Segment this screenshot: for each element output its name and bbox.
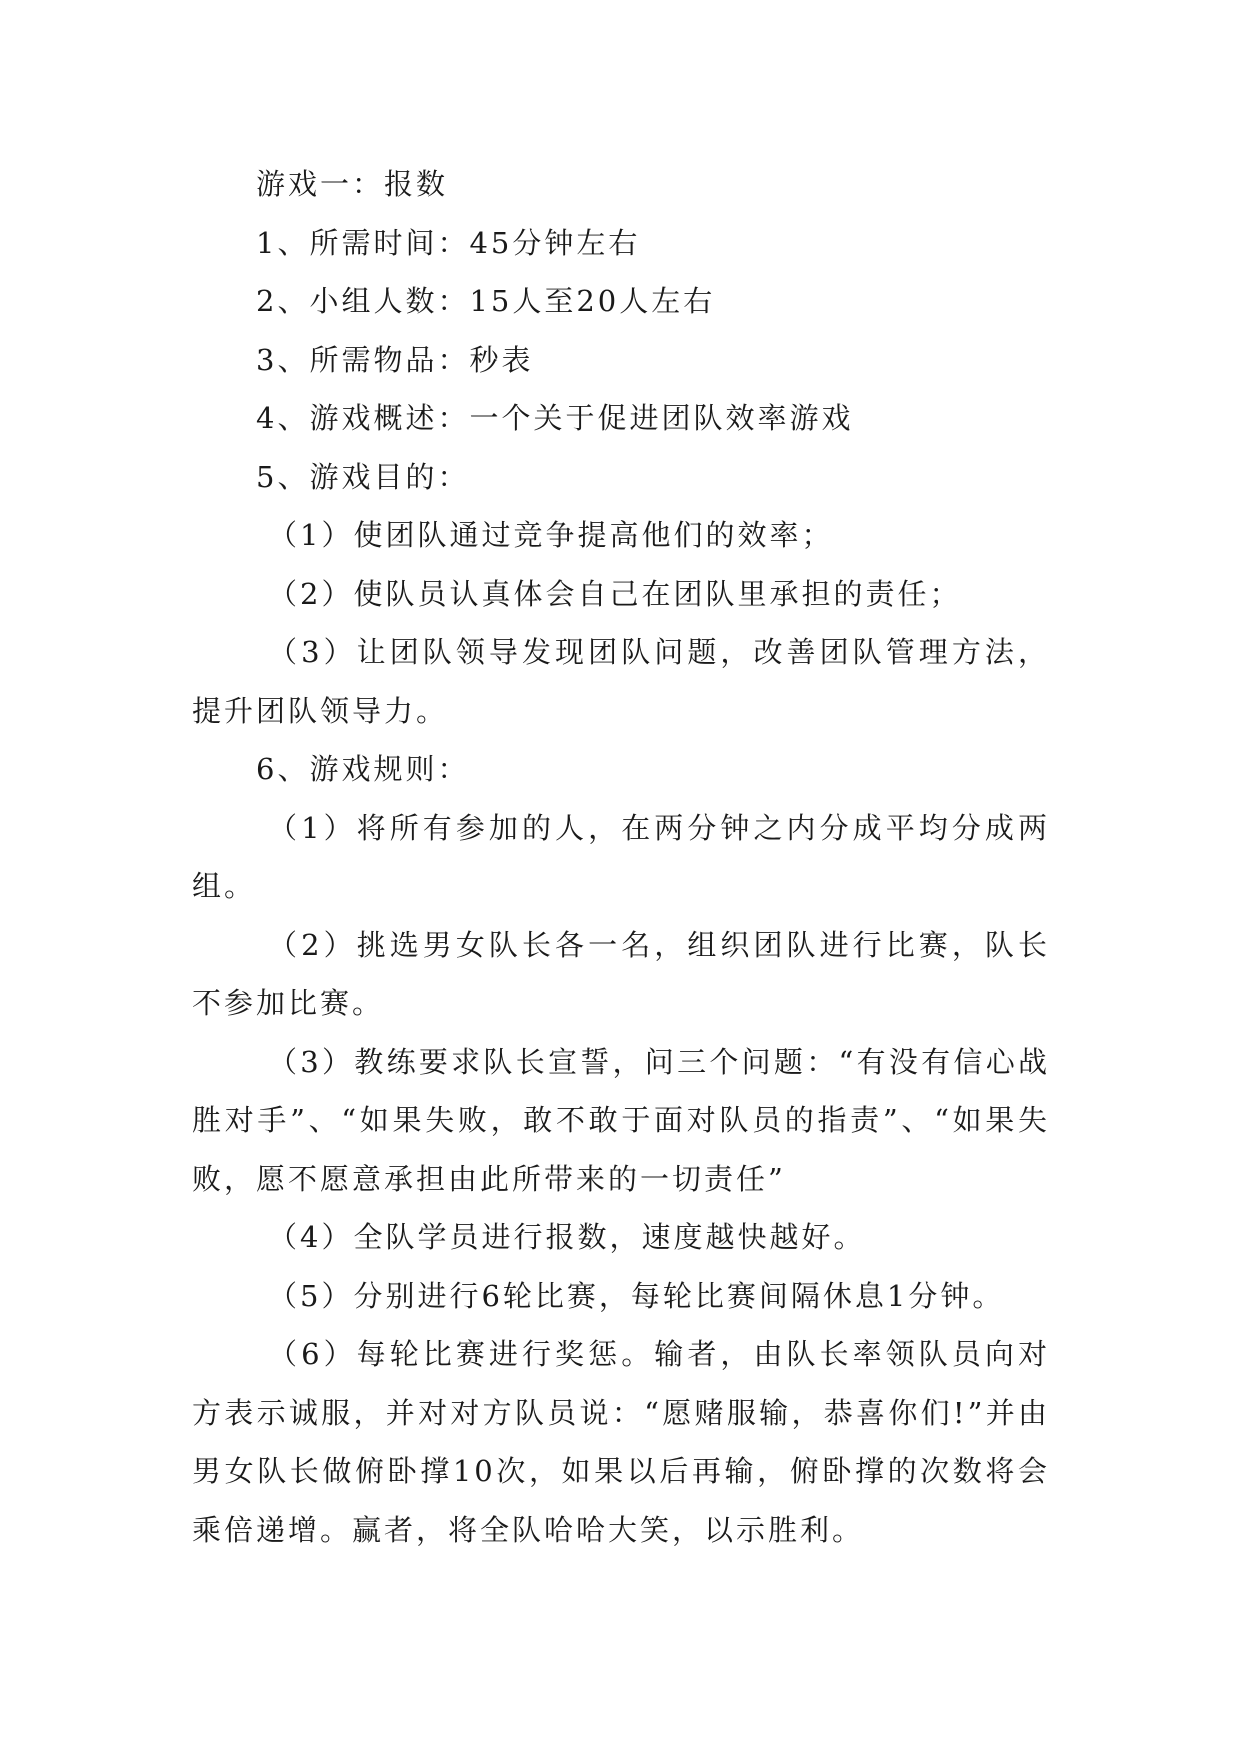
game-title: 游戏一：报数 [256, 167, 449, 201]
document-body [192, 155, 1050, 1559]
rule-item: （1）将所有参加的人，在两分钟之内分成平均分成两组。 [192, 810, 1050, 903]
purpose-item: （3）让团队领导发现团队问题，改善团队管理方法，提升团队领导力。 [192, 635, 1050, 728]
rule-item: （2）挑选男女队长各一名，组织团队进行比赛，队长不参加比赛。 [192, 927, 1050, 1020]
purpose-item: （1）使团队通过竞争提高他们的效率； [268, 518, 834, 552]
purpose-item: （2）使队员认真体会自己在团队里承担的责任； [268, 576, 962, 611]
item-materials: 3、所需物品：秒表 [256, 342, 534, 377]
item-overview: 4、游戏概述：一个关于促进团队效率游戏 [256, 401, 854, 435]
item-purpose-heading: 5、游戏目的： [256, 459, 470, 494]
item-group-size: 2、小组人数：15人至20人左右 [256, 284, 716, 318]
rule-item: （4）全队学员进行报数，速度越快越好。 [268, 1220, 866, 1254]
rule-item: （6）每轮比赛进行奖惩。输者，由队长率领队员向对方表示诚服，并对对方队员说：“愿赌服输，恭喜你们!”并由男女队长做俯卧撑10次，如果以后再输，俯卧撑的次数将会乘倍递增。赢者，将全队哈哈大笑，以示胜利。 [192, 1337, 1050, 1547]
rules-heading: 6、游戏规则： [256, 752, 470, 786]
rule-item: （5）分别进行6轮比赛，每轮比赛间隔休息1分钟。 [268, 1278, 1005, 1313]
item-time: 1、所需时间：45分钟左右 [256, 225, 641, 260]
rule-item: （3）教练要求队长宣誓，问三个问题：“有没有信心战胜对手”、“如果失败，敢不敢于面对队员的指责”、“如果失败，愿不愿意承担由此所带来的一切责任” [192, 1044, 1050, 1196]
